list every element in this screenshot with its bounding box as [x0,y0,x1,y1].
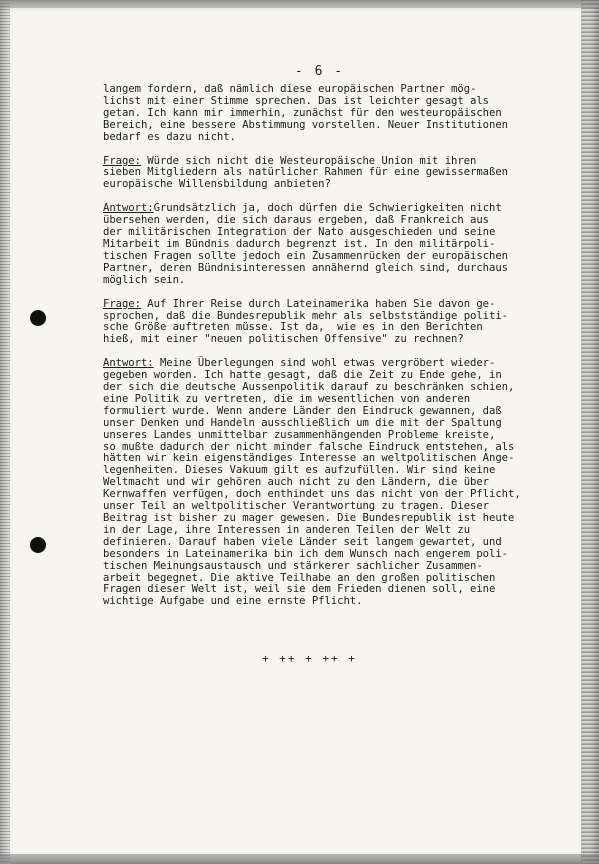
punch-hole [30,310,46,326]
paragraph-continuation [103,84,563,144]
closing-marks: + ++ + ++ + [262,652,357,665]
text-fragment: Grundsätzlich ja, doch dürfen die Schwierigkeiten nicht [153,202,502,215]
scan-edge-right [581,0,599,864]
text-line: Beitrag ist bisher zu mager gewesen. Die Bundesrepublik ist heute [103,512,515,524]
document-body [103,84,563,620]
text-line: hieß, mit einer "neuen politischen Offensive" zu rechnen? [103,333,464,346]
text-line: legenheiten. Dieses Vakuum gilt es aufzufüllen. Wir sind keine [103,464,496,477]
text-line: besonders in Lateinamerika bin ich dem Wunsch nach engerem poli- [103,547,508,560]
answer-paragraph [103,358,563,608]
answer-paragraph [103,203,563,286]
text-line: gegeben worden. Ich hatte gesagt, daß die Zeit zu Ende gehe, in [103,369,502,382]
text-line: Weltmacht und wir gehören auch nicht zu den Ländern, die über [103,476,490,489]
answer-label: Antwort: [103,202,154,215]
text-line: hätten wir kein eigenständiges Interesse an weltpolitischen Ange- [103,452,515,465]
text-line: europäische Willensbildung anbieten? [103,178,331,191]
question-label: Frage: [103,154,141,167]
punch-hole [30,537,46,553]
text-line: arbeit begegnet. Die aktive Teilhabe an den großen politischen [103,571,496,584]
text-line: tischen Fragen sollte jedoch ein Zusammenrücken der europäischen [103,249,508,262]
text-line: bedarf es dazu nicht. [103,130,236,143]
text-line: unseres Landes unmittelbar zusammenhängenden Probleme kreiste, [103,428,496,441]
scan-edge-top [0,0,599,8]
scan-edge-bottom [0,854,599,864]
page-number: - 6 - [294,64,345,79]
text-line: Mitarbeit im Bündnis dadurch begrenzt ist. In den militärpoli- [103,237,496,250]
text-line [103,299,563,311]
text-line: unser Denken und Handeln ausschließlich um die mit der Spaltung [103,416,502,429]
text-line: Partner, deren Bündnisinteressen annähernd gleich sind, durchaus [103,261,508,274]
text-line: sprochen, daß die Bundesrepublik mehr als selbstständige politi- [103,309,508,322]
question-paragraph [103,156,563,192]
text-line: eine Politik zu vertreten, die im wesentlichen von anderen [103,392,471,405]
text-fragment: Auf Ihrer Reise durch Lateinamerika haben Sie davon ge- [140,297,496,310]
text-line: der sich die deutsche Aussenpolitik darauf zu beschränken schien, [103,381,515,394]
text-line: wichtige Aufgabe und eine ernste Pflicht. [103,595,363,608]
text-line: übersehen werden, die sich daraus ergeben, daß Frankreich aus [103,214,490,227]
text-line: sieben Mitgliedern als natürlicher Rahmen für eine gewissermaßen [103,166,508,179]
text-line: tischen Meinungsaustausch und stärkerer sachlicher Zusammen- [103,559,483,572]
text-line: definieren. Darauf haben viele Länder seit langem gewartet, und [103,535,502,548]
text-line: lichst mit einer Stimme sprechen. Das ist leichter gesagt als [103,94,490,107]
text-line: der militärischen Integration der Nato ausgeschieden und seine [103,226,496,239]
text-line: unser Teil an weltpolitischer Verantwortung zu tragen. Dieser [103,500,490,513]
text-line: Fragen dieser Welt ist, weil sie dem Frieden dienen soll, eine [103,583,496,596]
text-line: Kernwaffen verfügen, doch enthindet uns das nicht von der Pflicht, [103,488,521,501]
question-paragraph [103,299,563,347]
text-line: formuliert wurde. Wenn andere Länder den Eindruck gewannen, daß [103,404,502,417]
answer-label: Antwort: [103,357,154,370]
scan-edge-left [0,0,10,864]
text-line: möglich sein. [103,273,186,286]
text-fragment: Würde sich nicht die Westeuropäische Union mit ihren [140,154,477,167]
text-line: sche Größe auftreten müsse. Ist da, wie es in den Berichten [103,321,483,334]
text-line: Bereich, eine bessere Abstimmung vorstellen. Neuer Institutionen [103,118,508,131]
text-line: so mußte dadurch der nicht minder falsche Eindruck entstehen, als [103,440,515,453]
question-label: Frage: [103,297,141,310]
text-line: getan. Ich kann mir immerhin, zunächst für den westeuropäischen [103,106,502,119]
text-line: in der Lage, ihre Interessen in anderen Teilen der Welt zu [103,523,471,536]
text-fragment: Meine Überlegungen sind wohl etwas vergröbert wieder- [153,357,496,370]
text-line: langem fordern, daß nämlich diese europäischen Partner mög- [103,83,477,95]
